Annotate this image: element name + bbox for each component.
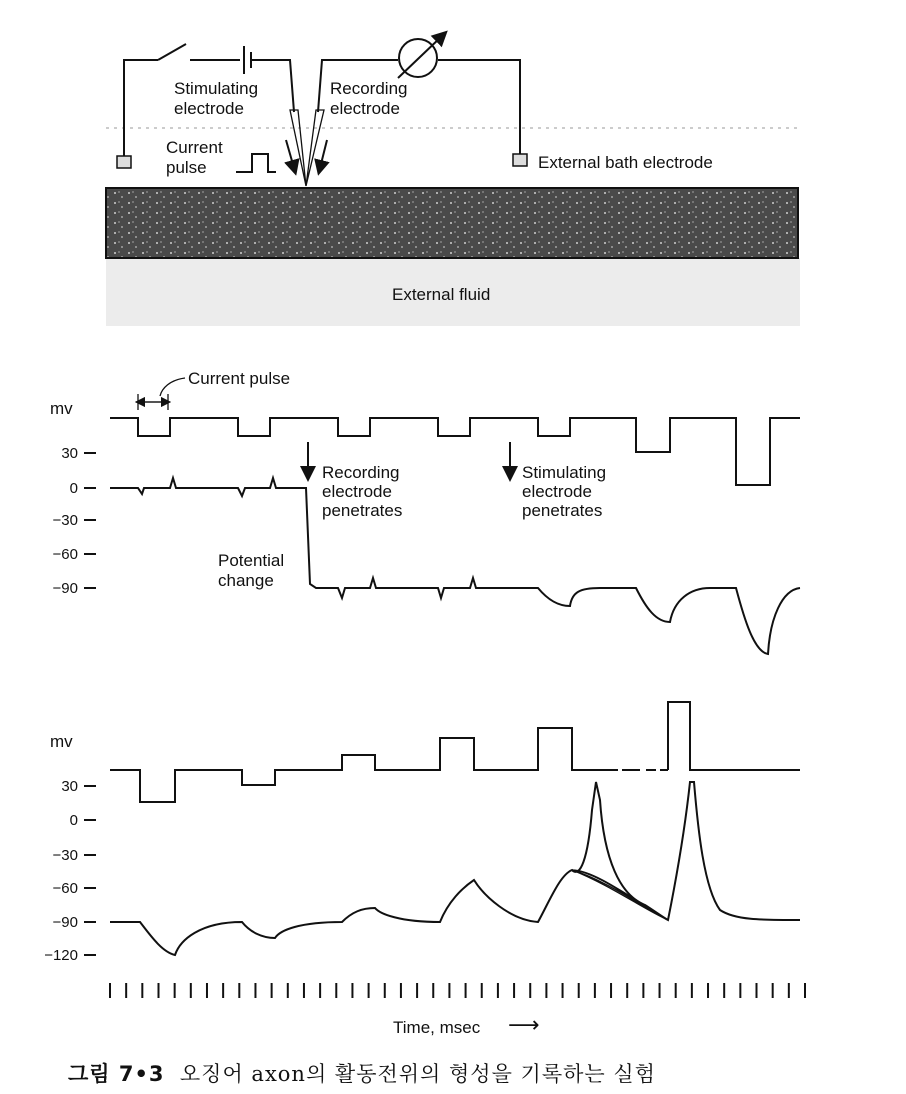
panel-1-tick-label: 30 — [61, 445, 78, 462]
panel-1-tick-label: 0 — [69, 480, 78, 497]
stimulating-electrode-label: Stimulating electrode — [174, 79, 259, 118]
panel-1-tick-label: −90 — [52, 580, 78, 597]
panel-1-tick-label: −30 — [52, 512, 78, 529]
recording-electrode-label: Recording electrode — [330, 79, 408, 118]
current-pulse-label: Current pulse — [188, 369, 291, 388]
panel-2 — [44, 702, 800, 964]
panel-1-tick-label: −60 — [52, 546, 78, 563]
panel-2-tick-label: 30 — [61, 778, 78, 795]
current-pulse-icon — [236, 154, 276, 172]
external-fluid-label: External fluid — [392, 285, 491, 304]
panel-2-stimulus-trace — [110, 728, 618, 802]
panel-2-tick-label: −120 — [44, 947, 78, 964]
stimulating-penetrates-label: Stimulating electrode penetrates — [522, 463, 607, 520]
panel-2-y-ticks — [44, 778, 96, 964]
panel-2-tick-label: −60 — [52, 880, 78, 897]
stimulating-ground-electrode-icon — [117, 156, 131, 168]
panel-2-membrane-trace — [110, 782, 800, 955]
current-pulse-apparatus-label: Current pulse — [166, 138, 223, 177]
panel-1-membrane-trace — [110, 478, 800, 654]
switch-icon — [158, 44, 186, 60]
figure-caption — [68, 1058, 656, 1088]
panel-2-subthreshold-curves — [572, 870, 668, 920]
recording-electrode-icon — [306, 110, 324, 186]
panel-2-unit-label: mv — [50, 732, 73, 751]
panel-1 — [50, 369, 800, 654]
panel-1-stimulus-trace — [110, 418, 800, 485]
panel-1-y-ticks — [53, 445, 96, 597]
panel-2-tick-label: 0 — [69, 812, 78, 829]
apparatus — [106, 36, 800, 326]
figure-number: 그림 7•3 — [68, 1062, 165, 1086]
potential-change-label: Potential change — [218, 551, 285, 590]
time-axis-arrow-icon: ⟶ — [508, 1013, 540, 1038]
external-bath-electrode-label: External bath electrode — [538, 153, 713, 172]
time-axis-ticks — [110, 983, 805, 998]
time-axis — [110, 983, 805, 1038]
panel-2-tick-label: −90 — [52, 914, 78, 931]
panel-1-unit-label: mv — [50, 399, 73, 418]
stimulating-electrode-icon — [290, 110, 306, 186]
axon-body — [106, 188, 798, 258]
external-bath-electrode-icon — [513, 154, 527, 166]
recording-penetrates-label: Recording electrode penetrates — [322, 463, 403, 520]
panel-2-tick-label: −30 — [52, 847, 78, 864]
time-axis-label: Time, msec — [393, 1018, 481, 1037]
caption-text: 오징어 axon의 활동전위의 형성을 기록하는 실험 — [179, 1062, 656, 1086]
